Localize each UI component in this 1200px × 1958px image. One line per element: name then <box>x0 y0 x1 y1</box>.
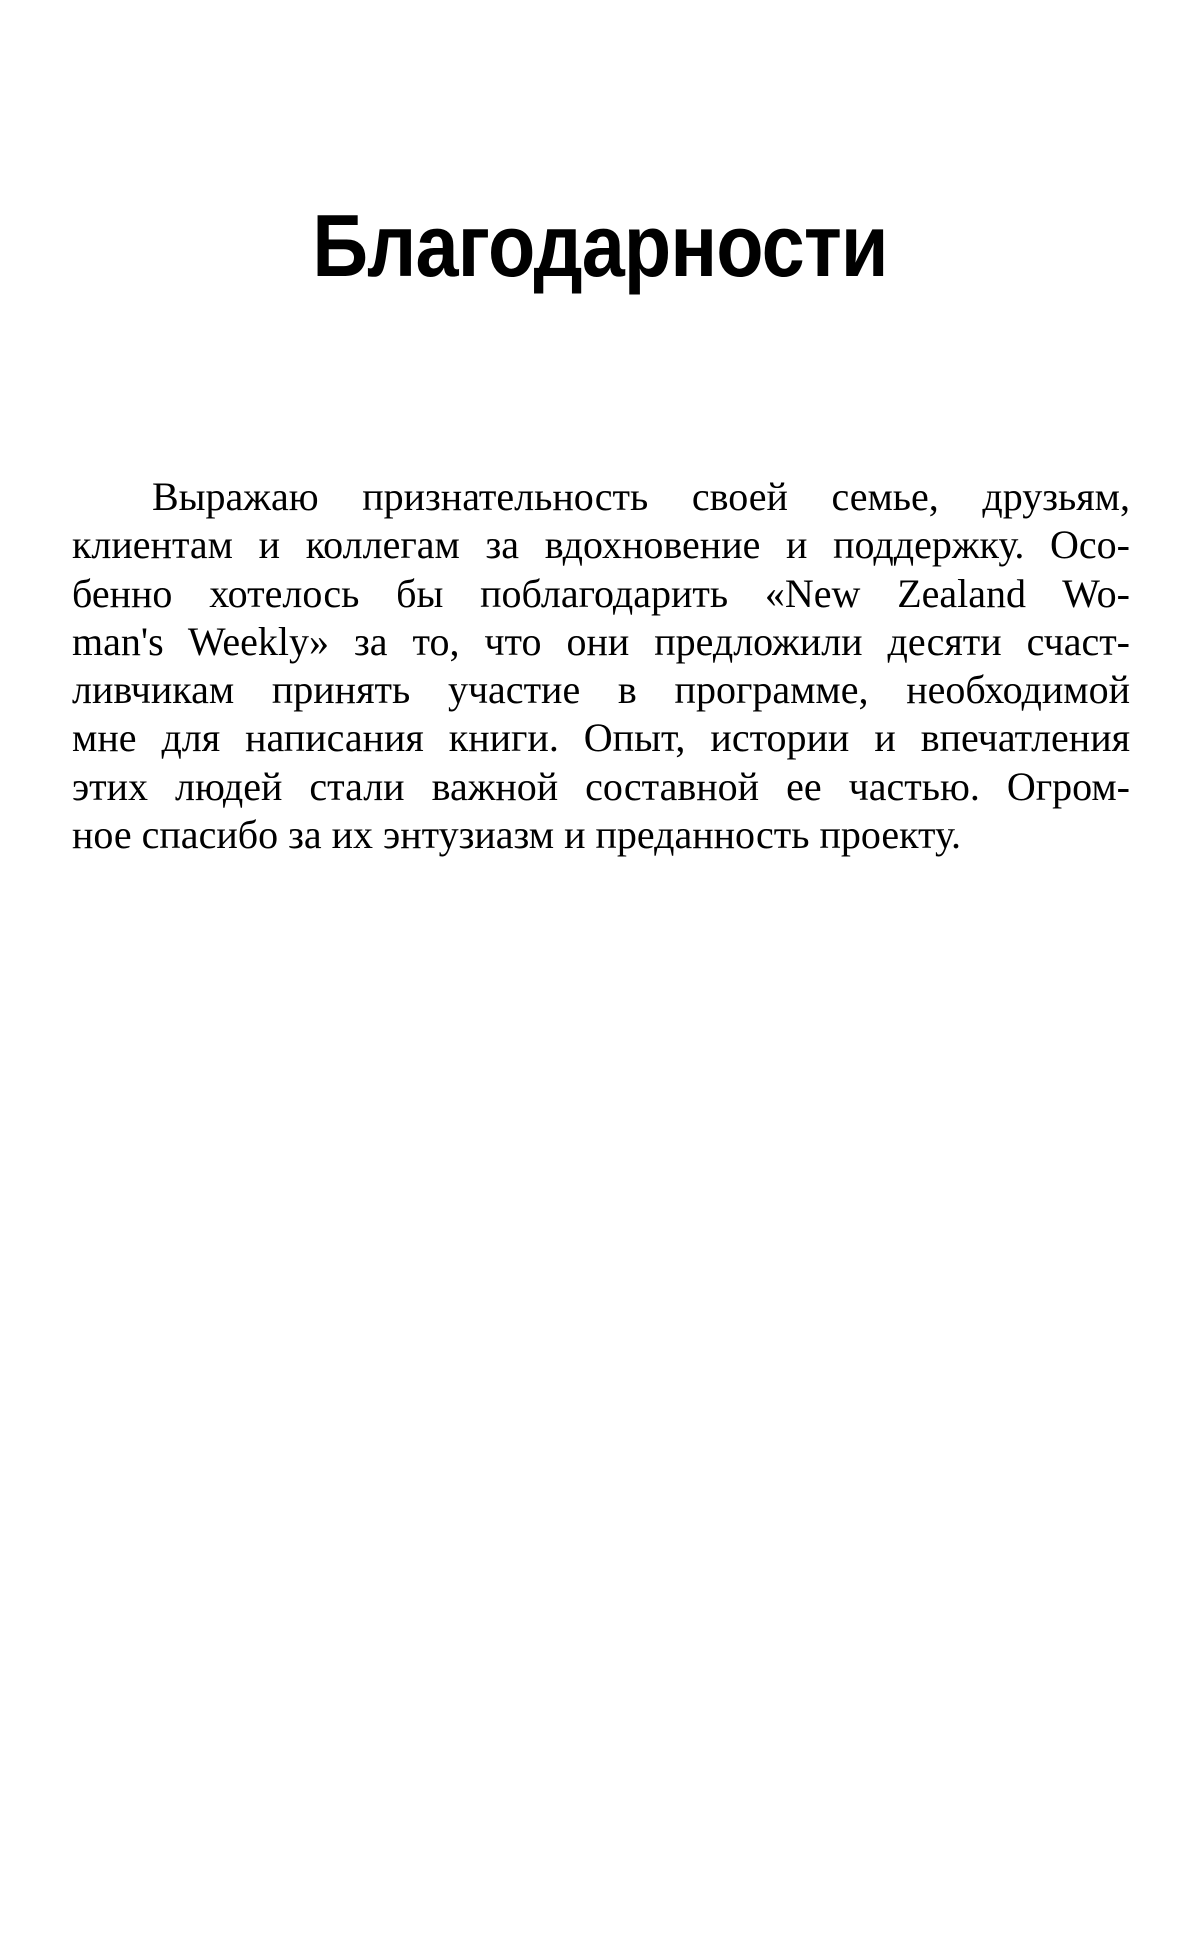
paragraph-line: Выражаю признательность своей семье, друзьям, <box>152 474 1130 519</box>
paragraph-line: бенно хотелось бы поблагодарить «New Zealand Wo- <box>72 570 1130 616</box>
paragraph-line: клиентам и коллегам за вдохновение и поддержку. Осо- <box>72 522 1130 568</box>
paragraph-line: ливчикам принять участие в программе, необходимой <box>72 667 1130 713</box>
paragraph-line: man's Weekly» за то, что они предложили десяти счаст- <box>72 618 1130 664</box>
acknowledgements-paragraph <box>72 473 1130 859</box>
page-title: Благодарности <box>312 196 888 295</box>
paragraph-line: мне для написания книги. Опыт, истории и впечатления <box>72 715 1130 761</box>
paragraph-line: ное спасибо за их энтузиазм и преданность проекту. <box>72 812 962 858</box>
paragraph-line: этих людей стали важной составной ее частью. Огром- <box>72 763 1130 809</box>
